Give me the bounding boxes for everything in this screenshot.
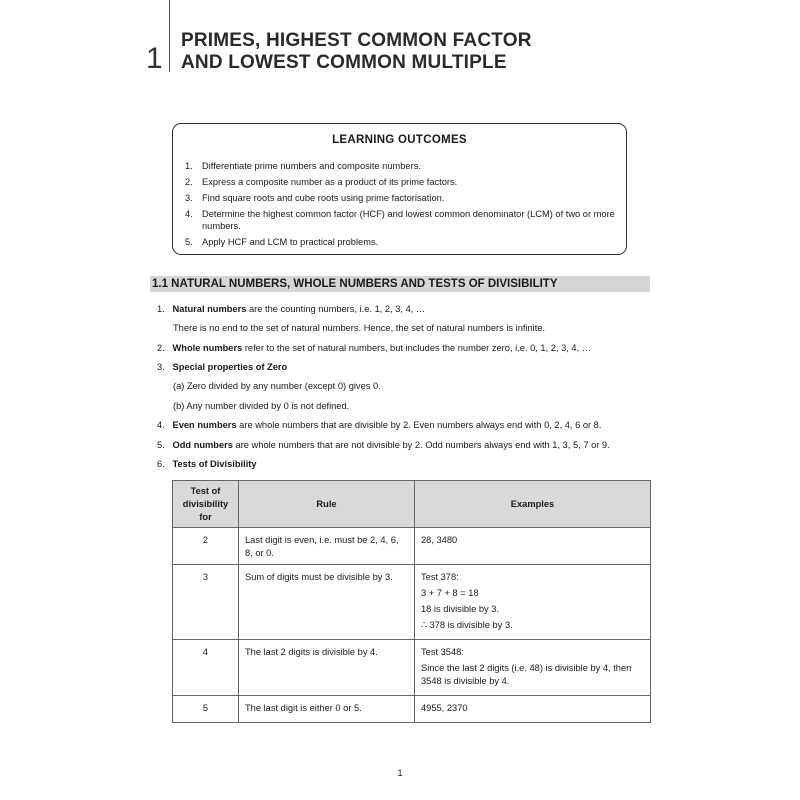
paragraph-tests-of-divisibility xyxy=(157,458,257,470)
test-divisor-cell: 5 xyxy=(173,696,239,723)
header-examples: Examples xyxy=(415,481,651,528)
paragraph-natural-numbers-note: There is no end to the set of natural numbers. Hence, the set of natural numbers is infinite. xyxy=(173,323,546,333)
learning-outcome-number: 2. xyxy=(185,177,193,187)
header-rule: Rule xyxy=(239,481,415,528)
examples-cell xyxy=(415,528,651,565)
paragraph-natural-numbers xyxy=(157,303,425,315)
definition-text: are the counting numbers, i.e. 1, 2, 3, 4, … xyxy=(246,304,426,314)
item-number: 3. xyxy=(157,362,165,372)
learning-outcome-text: Express a composite number as a product of its prime factors. xyxy=(202,177,458,187)
chapter-title-line-1: PRIMES, HIGHEST COMMON FACTOR xyxy=(181,30,532,51)
chapter-number: 1 xyxy=(146,42,163,75)
item-number: 2. xyxy=(157,343,165,353)
chapter-title xyxy=(181,30,532,74)
item-number: 4. xyxy=(157,420,165,430)
rule-cell: The last 2 digits is divisible by 4. xyxy=(239,640,415,696)
paragraph-even-numbers xyxy=(157,419,601,431)
item-number: 1. xyxy=(157,304,165,314)
section-heading: 1.1 NATURAL NUMBERS, WHOLE NUMBERS AND TESTS OF DIVISIBILITY xyxy=(152,278,558,290)
example-line: 3 + 7 + 8 = 18 xyxy=(421,588,479,598)
table-row xyxy=(173,640,651,696)
paragraph-zero-properties xyxy=(157,361,287,373)
example-line: 28, 3480 xyxy=(421,535,458,545)
test-divisor-cell: 4 xyxy=(173,640,239,696)
learning-outcome-item xyxy=(185,192,615,204)
definition-text: refer to the set of natural numbers, but includes the number zero, i.e. 0, 1, 2, 3, 4, … xyxy=(242,343,592,353)
divisibility-table xyxy=(172,480,651,723)
page-number: 1 xyxy=(397,768,403,779)
learning-outcome-item xyxy=(185,236,615,248)
table-row xyxy=(173,528,651,565)
term-natural-numbers: Natural numbers xyxy=(172,304,247,314)
examples-cell xyxy=(415,696,651,723)
chapter-divider xyxy=(169,0,170,72)
learning-outcome-item xyxy=(185,208,615,232)
item-number: 5. xyxy=(157,440,165,450)
table-header-row xyxy=(173,481,651,528)
paragraph-odd-numbers xyxy=(157,439,610,451)
example-line: ∴ 378 is divisible by 3. xyxy=(421,620,513,630)
example-line: 4955, 2370 xyxy=(421,703,468,713)
learning-outcome-text: Apply HCF and LCM to practical problems. xyxy=(202,237,379,247)
definition-text: are whole numbers that are not divisible by 2. Odd numbers always end with 1, 3, 5, 7 or 9. xyxy=(232,440,610,450)
zero-property-a: (a) Zero divided by any number (except 0) gives 0. xyxy=(173,381,381,391)
test-divisor-cell: 2 xyxy=(173,528,239,565)
term-special-properties-zero: Special properties of Zero xyxy=(172,362,288,372)
table-row xyxy=(173,696,651,723)
table-row xyxy=(173,565,651,640)
term-tests-of-divisibility: Tests of Divisibility xyxy=(172,459,257,469)
term-even-numbers: Even numbers xyxy=(172,420,237,430)
learning-outcome-number: 5. xyxy=(185,237,193,247)
rule-cell: Sum of digits must be divisible by 3. xyxy=(239,565,415,640)
learning-outcome-text: Differentiate prime numbers and composite numbers. xyxy=(202,161,421,171)
learning-outcomes-heading: LEARNING OUTCOMES xyxy=(332,134,467,146)
learning-outcome-item xyxy=(185,176,615,188)
rule-cell: The last digit is either 0 or 5. xyxy=(239,696,415,723)
learning-outcome-number: 1. xyxy=(185,161,193,171)
example-line: Since the last 2 digits (i.e. 48) is divisible by 4, then 3548 is divisible by 4. xyxy=(421,663,632,686)
rule-cell: Last digit is even, i.e. must be 2, 4, 6, 8, or 0. xyxy=(239,528,415,565)
item-number: 6. xyxy=(157,459,165,469)
learning-outcome-number: 4. xyxy=(185,209,193,219)
term-whole-numbers: Whole numbers xyxy=(172,343,243,353)
examples-cell xyxy=(415,565,651,640)
header-test-of-divisibility: Test of divisibility for xyxy=(173,481,239,528)
example-line: Test 3548: xyxy=(421,647,464,657)
chapter-title-line-2: AND LOWEST COMMON MULTIPLE xyxy=(181,52,507,73)
learning-outcomes-list xyxy=(185,160,615,252)
learning-outcome-text: Find square roots and cube roots using prime factorisation. xyxy=(202,193,445,203)
zero-property-b: (b) Any number divided by 0 is not defined. xyxy=(173,401,350,411)
learning-outcomes-box xyxy=(172,123,627,255)
learning-outcome-number: 3. xyxy=(185,193,193,203)
example-line: Test 378: xyxy=(421,572,459,582)
examples-cell xyxy=(415,640,651,696)
term-odd-numbers: Odd numbers xyxy=(172,440,233,450)
learning-outcome-item xyxy=(185,160,615,172)
learning-outcome-text: Determine the highest common factor (HCF) and lowest common denominator (LCM) of two or more numbers. xyxy=(202,209,615,231)
example-line: 18 is divisible by 3. xyxy=(421,604,500,614)
paragraph-whole-numbers xyxy=(157,342,591,354)
test-divisor-cell: 3 xyxy=(173,565,239,640)
definition-text: are whole numbers that are divisible by 2. Even numbers always end with 0, 2, 4, 6 or 8. xyxy=(236,420,602,430)
